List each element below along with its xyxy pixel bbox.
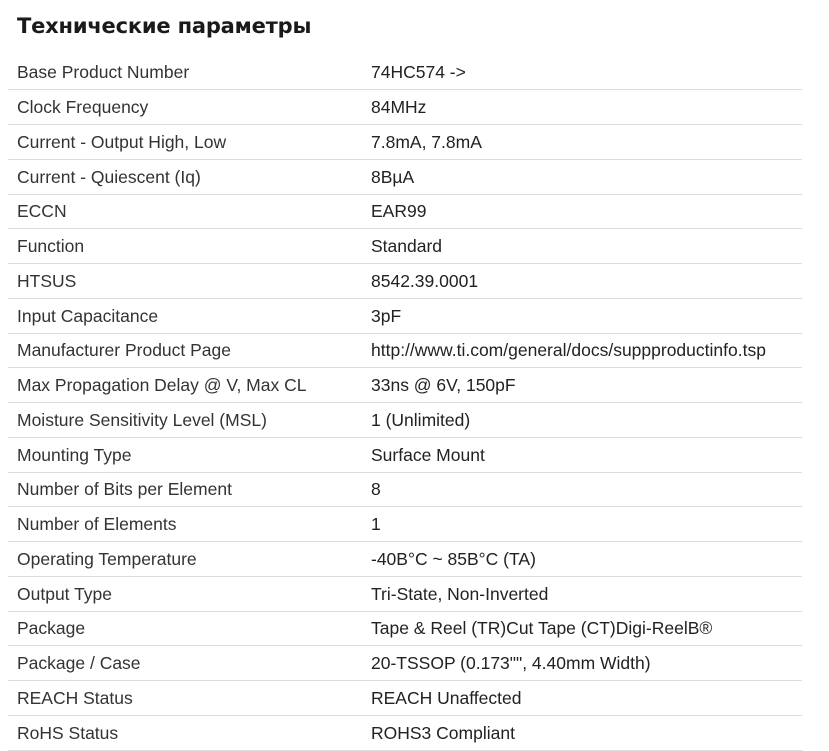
spec-value: 84MHz bbox=[362, 90, 802, 125]
spec-label: Manufacturer Product Page bbox=[8, 333, 362, 368]
spec-value: 8542.39.0001 bbox=[362, 264, 802, 299]
spec-label: Number of Bits per Element bbox=[8, 472, 362, 507]
table-row bbox=[8, 229, 802, 264]
spec-value: Standard bbox=[362, 229, 802, 264]
spec-value: 8BµA bbox=[362, 159, 802, 194]
spec-value: 8 bbox=[362, 472, 802, 507]
spec-label: Current - Output High, Low bbox=[8, 125, 362, 160]
spec-label: Current - Quiescent (Iq) bbox=[8, 159, 362, 194]
spec-value: Surface Mount bbox=[362, 437, 802, 472]
spec-value: ROHS3 Compliant bbox=[362, 715, 802, 750]
table-row bbox=[8, 55, 802, 90]
table-row bbox=[8, 368, 802, 403]
spec-value: REACH Unaffected bbox=[362, 681, 802, 716]
spec-value: 74HC574 -> bbox=[362, 55, 802, 90]
spec-label: Number of Elements bbox=[8, 507, 362, 542]
table-row bbox=[8, 298, 802, 333]
table-row bbox=[8, 194, 802, 229]
section-title: Технические параметры bbox=[17, 14, 312, 38]
spec-label: ECCN bbox=[8, 194, 362, 229]
table-row bbox=[8, 90, 802, 125]
table-row bbox=[8, 507, 802, 542]
table-row bbox=[8, 125, 802, 160]
spec-label: Moisture Sensitivity Level (MSL) bbox=[8, 403, 362, 438]
spec-label: Operating Temperature bbox=[8, 542, 362, 577]
specs-table bbox=[8, 55, 802, 751]
spec-label: Mounting Type bbox=[8, 437, 362, 472]
spec-value: 3pF bbox=[362, 298, 802, 333]
table-row bbox=[8, 159, 802, 194]
spec-label: Output Type bbox=[8, 576, 362, 611]
spec-value: 7.8mA, 7.8mA bbox=[362, 125, 802, 160]
spec-value: EAR99 bbox=[362, 194, 802, 229]
spec-value: -40B°C ~ 85B°C (TA) bbox=[362, 542, 802, 577]
spec-label: Base Product Number bbox=[8, 55, 362, 90]
table-row bbox=[8, 576, 802, 611]
spec-value: http://www.ti.com/general/docs/suppproductinfo.tsp bbox=[362, 333, 802, 368]
table-row bbox=[8, 264, 802, 299]
table-row bbox=[8, 437, 802, 472]
spec-value: 33ns @ 6V, 150pF bbox=[362, 368, 802, 403]
spec-label: Max Propagation Delay @ V, Max CL bbox=[8, 368, 362, 403]
spec-label: RoHS Status bbox=[8, 715, 362, 750]
spec-value: Tape & Reel (TR)Cut Tape (CT)Digi-ReelB® bbox=[362, 611, 802, 646]
spec-label: Clock Frequency bbox=[8, 90, 362, 125]
spec-label: Input Capacitance bbox=[8, 298, 362, 333]
spec-value: 20-TSSOP (0.173"", 4.40mm Width) bbox=[362, 646, 802, 681]
table-row bbox=[8, 646, 802, 681]
spec-label: REACH Status bbox=[8, 681, 362, 716]
table-row bbox=[8, 542, 802, 577]
table-row bbox=[8, 715, 802, 750]
spec-label: Package / Case bbox=[8, 646, 362, 681]
spec-label: HTSUS bbox=[8, 264, 362, 299]
spec-label: Package bbox=[8, 611, 362, 646]
table-row bbox=[8, 333, 802, 368]
spec-value: Tri-State, Non-Inverted bbox=[362, 576, 802, 611]
spec-value: 1 bbox=[362, 507, 802, 542]
table-row bbox=[8, 611, 802, 646]
spec-label: Function bbox=[8, 229, 362, 264]
table-row bbox=[8, 472, 802, 507]
spec-value: 1 (Unlimited) bbox=[362, 403, 802, 438]
table-row bbox=[8, 681, 802, 716]
table-row bbox=[8, 403, 802, 438]
